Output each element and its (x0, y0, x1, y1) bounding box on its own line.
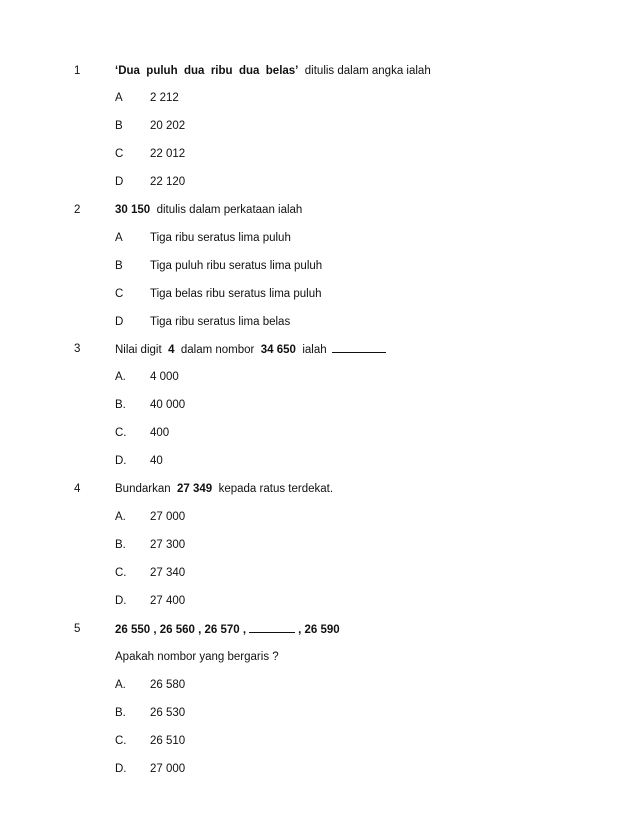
option-text: 26 580 (150, 679, 186, 691)
option-text: 27 400 (150, 595, 186, 607)
stem-text: ialah (295, 344, 330, 356)
option-text: 27 000 (150, 511, 186, 523)
sequence-text: , 26 590 (298, 624, 340, 636)
option-letter: B. (115, 707, 126, 719)
question-number: 1 (74, 65, 81, 77)
option-letter: D. (115, 455, 127, 467)
option-text: Tiga puluh ribu seratus lima puluh (150, 260, 323, 272)
option-letter: C. (115, 735, 127, 747)
stem-bold-text: 4 (168, 344, 175, 356)
option-letter: B (115, 120, 123, 132)
option-letter: D. (115, 763, 127, 775)
stem-bold-text: ‘Dua puluh dua ribu dua belas’ (115, 65, 299, 77)
option-text: 20 202 (150, 120, 186, 132)
option-text: Tiga belas ribu seratus lima puluh (150, 288, 322, 300)
question-stem (115, 203, 302, 217)
question-number: 3 (74, 343, 81, 355)
option-text: 400 (150, 427, 170, 439)
option-letter: A (115, 232, 123, 244)
option-letter: D (115, 176, 124, 188)
question-stem (115, 342, 386, 357)
option-letter: C. (115, 427, 127, 439)
option-letter: D (115, 316, 124, 328)
option-text: 26 530 (150, 707, 186, 719)
stem-text: Bundarkan (115, 483, 178, 495)
option-text: 26 510 (150, 735, 186, 747)
option-text: 22 012 (150, 148, 186, 160)
stem-bold-text: 34 650 (260, 344, 296, 356)
option-letter: C (115, 288, 124, 300)
stem-text: dalam nombor (174, 344, 261, 356)
number-sequence (115, 622, 340, 637)
option-letter: B. (115, 539, 126, 551)
option-text: 4 000 (150, 371, 179, 383)
question-number: 4 (74, 483, 81, 495)
option-text: 27 300 (150, 539, 186, 551)
option-letter: A. (115, 371, 126, 383)
option-text: 22 120 (150, 176, 186, 188)
option-letter: C (115, 148, 124, 160)
stem-text: Nilai digit (115, 344, 169, 356)
question-number: 2 (74, 204, 81, 216)
option-letter: A. (115, 679, 126, 691)
sequence-text: 26 550 , 26 560 , 26 570 , (115, 624, 247, 636)
option-letter: A (115, 92, 123, 104)
stem-text: kepada ratus terdekat. (212, 483, 334, 495)
answer-blank (249, 622, 295, 633)
option-text: 27 340 (150, 567, 186, 579)
option-letter: B (115, 260, 123, 272)
question-stem (115, 64, 431, 78)
option-letter: C. (115, 567, 127, 579)
question-stem (115, 482, 333, 496)
stem-bold-text: 30 150 (115, 204, 151, 216)
stem-text: ditulis dalam perkataan ialah (150, 204, 303, 216)
option-text: 27 000 (150, 763, 186, 775)
option-text: 40 000 (150, 399, 186, 411)
stem-bold-text: 27 349 (177, 483, 213, 495)
option-text: Tiga ribu seratus lima belas (150, 316, 291, 328)
option-text: 2 212 (150, 92, 179, 104)
stem-text: ditulis dalam angka ialah (298, 65, 431, 77)
option-letter: D. (115, 595, 127, 607)
question-number: 5 (74, 623, 81, 635)
option-text: Tiga ribu seratus lima puluh (150, 232, 291, 244)
option-letter: A. (115, 511, 126, 523)
answer-blank (332, 342, 386, 353)
option-text: 40 (150, 455, 163, 467)
question-prompt: Apakah nombor yang bergaris ? (115, 651, 279, 663)
option-letter: B. (115, 399, 126, 411)
